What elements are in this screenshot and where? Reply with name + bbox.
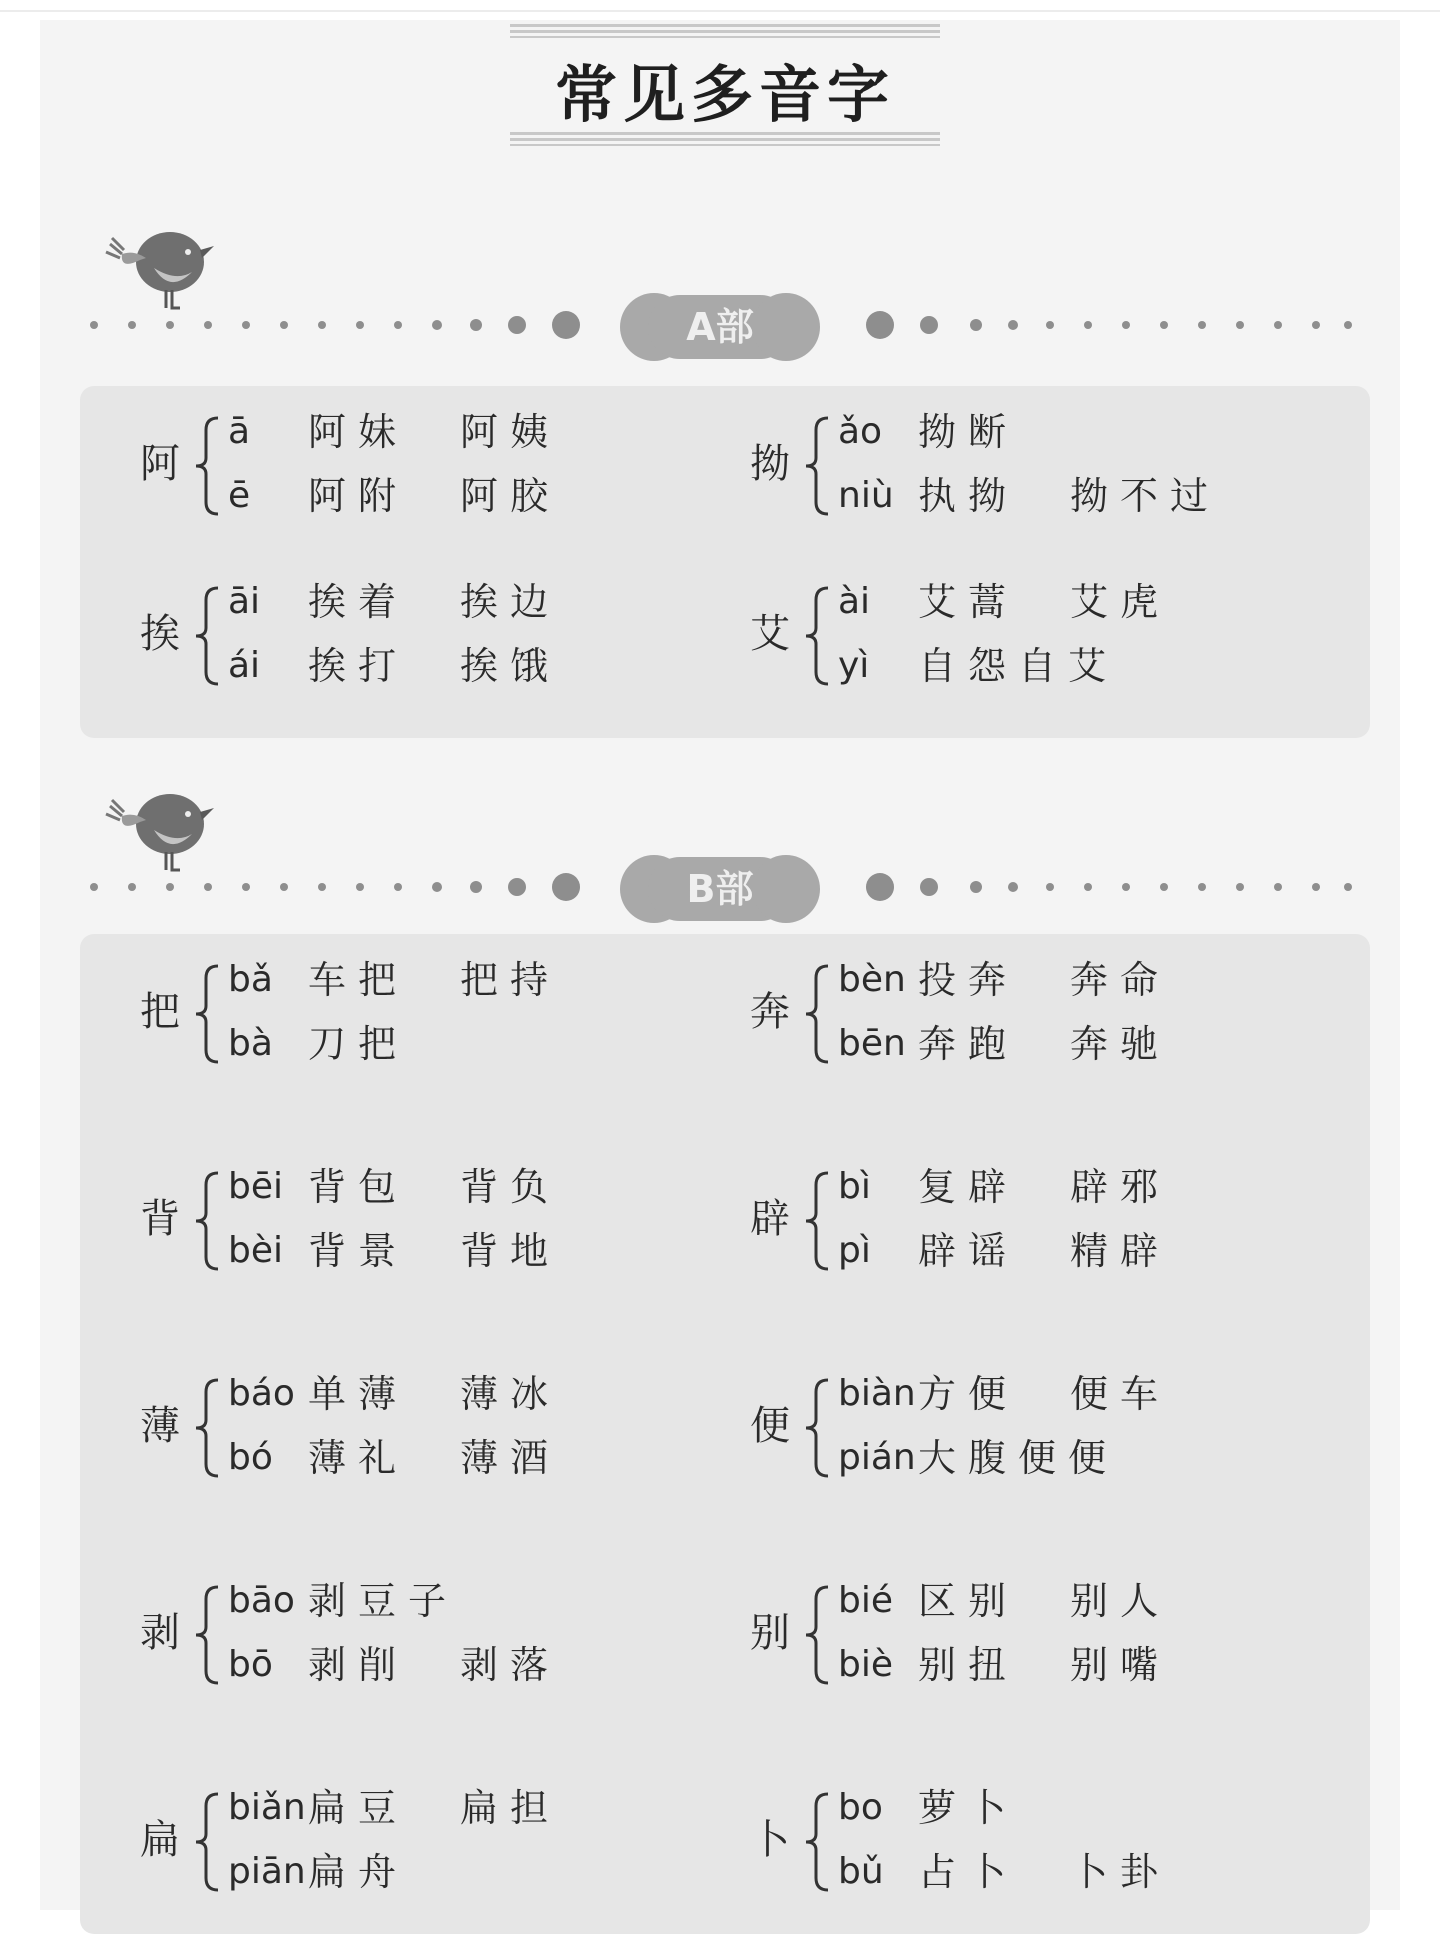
polyphone-char: 辟 [750,1196,790,1242]
example-word: 背负 [460,1165,561,1209]
polyphone-char: 剥 [140,1610,180,1656]
example-word: 挨打 [308,644,409,688]
example-word: 挨着 [308,580,409,624]
divider-dot [1312,883,1320,891]
polyphone-char: 便 [750,1403,790,1449]
example-word: 区别 [918,1579,1019,1623]
example-word: 占卜 [918,1850,1019,1894]
example-word: 别扭 [918,1643,1019,1687]
polyphone-char: 薄 [140,1403,180,1449]
divider-dot [394,883,402,891]
title-banner [510,24,940,154]
divider-dot [920,316,938,334]
divider-dot [1236,321,1244,329]
entry [130,1368,690,1488]
divider-dot [1084,883,1092,891]
divider-dot [970,319,982,331]
divider-dot [1312,321,1320,329]
example-word: 扁担 [460,1786,561,1830]
pinyin: bié [838,1580,894,1621]
brace-icon [798,1583,838,1687]
pinyin: bēn [838,1023,906,1064]
entry [740,576,1300,696]
example-word: 背景 [308,1229,409,1273]
example-word: 艾蒿 [918,580,1019,624]
example-word: 奔驰 [1070,1022,1171,1066]
section-panel [80,934,1370,1934]
example-word: 辟谣 [918,1229,1019,1273]
divider-dot [508,878,526,896]
divider-dot [204,321,212,329]
pinyin: bà [228,1023,273,1064]
divider-dot [1008,320,1018,330]
pinyin: ái [228,645,261,686]
brace-icon [188,1583,228,1687]
example-word: 方便 [918,1372,1019,1416]
pinyin: ǎo [838,411,883,452]
divider-dot [166,883,174,891]
brace-icon [798,1790,838,1894]
example-word: 拗不过 [1070,474,1221,518]
brace-icon [188,414,228,518]
brace-icon [188,584,228,688]
example-word: 大腹便便 [918,1436,1119,1480]
pinyin: ā [228,411,251,452]
example-word: 薄冰 [460,1372,561,1416]
example-word: 便车 [1070,1372,1171,1416]
entry [740,1161,1300,1281]
divider-dot [970,881,982,893]
divider-dot [920,878,938,896]
polyphone-char: 把 [140,989,180,1035]
divider-dot [1198,883,1206,891]
bird-icon [100,772,220,882]
polyphone-char: 扁 [140,1817,180,1863]
pinyin: niù [838,475,894,516]
pinyin: bèn [838,959,906,1000]
divider-dot [204,883,212,891]
example-word: 奔命 [1070,958,1171,1002]
entry [130,954,690,1074]
entry [740,1782,1300,1902]
divider-dot [1236,883,1244,891]
divider-dot [1160,321,1168,329]
divider-dot [356,883,364,891]
polyphone-char: 别 [750,1610,790,1656]
polyphone-char: 阿 [140,441,180,487]
pinyin: piān [228,1851,306,1892]
entry [130,1161,690,1281]
divider-dot [1344,321,1352,329]
divider-dot [1122,321,1130,329]
example-word: 薄礼 [308,1436,409,1480]
section-label: A部 [686,305,754,349]
section-badge [620,295,820,359]
divider-dot [1160,883,1168,891]
divider-dot [242,883,250,891]
divider-dot [128,883,136,891]
example-word: 精辟 [1070,1229,1171,1273]
pinyin: yì [838,645,870,686]
example-word: 车把 [308,958,409,1002]
divider-dot [1008,882,1018,892]
divider-dot [1046,321,1054,329]
example-word: 别人 [1070,1579,1171,1623]
entry [130,406,690,526]
entry [740,1368,1300,1488]
polyphone-char: 挨 [140,611,180,657]
divider-dot [90,321,98,329]
brace-icon [798,962,838,1066]
example-word: 卜卦 [1070,1850,1171,1894]
pinyin: bèi [228,1230,284,1271]
pinyin: bēi [228,1166,284,1207]
divider-dot [1274,321,1282,329]
pinyin: ē [228,475,251,516]
page-title: 常见多音字 [554,58,895,131]
brace-icon [798,1169,838,1273]
pinyin: biǎn [228,1787,306,1828]
divider-dot [552,873,580,901]
brace-icon [188,1169,228,1273]
example-word: 薄酒 [460,1436,561,1480]
example-word: 别嘴 [1070,1643,1171,1687]
divider-dot [128,321,136,329]
divider-dot [470,881,482,893]
example-word: 挨边 [460,580,561,624]
divider-dot [1084,321,1092,329]
polyphone-char: 艾 [750,611,790,657]
example-word: 扁豆 [308,1786,409,1830]
divider-dot [318,883,326,891]
section-badge [620,857,820,921]
divider-dot [508,316,526,334]
example-word: 剥削 [308,1643,409,1687]
divider-dot [1046,883,1054,891]
brace-icon [798,584,838,688]
polyphone-char: 背 [140,1196,180,1242]
entry [740,954,1300,1074]
section-label: B部 [686,867,754,911]
divider-dot [470,319,482,331]
example-word: 背地 [460,1229,561,1273]
pinyin: ài [838,581,871,622]
section-panel [80,386,1370,738]
divider-dot [280,321,288,329]
bird-icon [100,210,220,320]
brace-icon [188,1376,228,1480]
entry [740,1575,1300,1695]
divider-dot [1344,883,1352,891]
divider-dot [1122,883,1130,891]
example-word: 扁舟 [308,1850,409,1894]
example-word: 阿姨 [460,410,561,454]
entry [130,576,690,696]
example-word: 挨饿 [460,644,561,688]
pinyin: biàn [838,1373,916,1414]
example-word: 剥落 [460,1643,561,1687]
example-word: 剥豆子 [308,1579,459,1623]
divider-dot [866,311,894,339]
pinyin: bo [838,1787,883,1828]
example-word: 单薄 [308,1372,409,1416]
section-header [90,772,1350,912]
pinyin: pì [838,1230,871,1271]
polyphone-char: 拗 [750,441,790,487]
pinyin: bǎ [228,959,273,1000]
brace-icon [798,414,838,518]
example-word: 投奔 [918,958,1019,1002]
divider-dot [432,882,442,892]
example-word: 复辟 [918,1165,1019,1209]
divider-dot [432,320,442,330]
title-rule-top [510,24,940,38]
title-rule-bottom [510,132,940,146]
divider-dot [242,321,250,329]
example-word: 阿妹 [308,410,409,454]
divider-dot [1198,321,1206,329]
entry [130,1575,690,1695]
example-word: 刀把 [308,1022,409,1066]
brace-icon [188,1790,228,1894]
pinyin: bō [228,1644,273,1685]
example-word: 背包 [308,1165,409,1209]
example-word: 辟邪 [1070,1165,1171,1209]
example-word: 拗断 [918,410,1019,454]
polyphone-char: 卜 [750,1817,790,1863]
pinyin: bāo [228,1580,295,1621]
pinyin: biè [838,1644,894,1685]
pinyin: bǔ [838,1851,884,1892]
divider-dot [866,873,894,901]
entry [740,406,1300,526]
pinyin: pián [838,1437,916,1478]
divider-dot [356,321,364,329]
brace-icon [798,1376,838,1480]
example-word: 把持 [460,958,561,1002]
entry [130,1782,690,1902]
example-word: 艾虎 [1070,580,1171,624]
pinyin: bì [838,1166,871,1207]
divider-dot [394,321,402,329]
brace-icon [188,962,228,1066]
example-word: 阿附 [308,474,409,518]
pinyin: āi [228,581,261,622]
divider-dot [318,321,326,329]
divider-dot [166,321,174,329]
pinyin: bó [228,1437,273,1478]
section-header [90,210,1350,350]
divider-dot [1274,883,1282,891]
example-word: 萝卜 [918,1786,1019,1830]
example-word: 奔跑 [918,1022,1019,1066]
divider-dot [90,883,98,891]
example-word: 自怨自艾 [918,644,1119,688]
polyphone-char: 奔 [750,989,790,1035]
pinyin: báo [228,1373,295,1414]
divider-dot [280,883,288,891]
top-rule [0,10,1440,12]
example-word: 阿胶 [460,474,561,518]
divider-dot [552,311,580,339]
example-word: 执拗 [918,474,1019,518]
